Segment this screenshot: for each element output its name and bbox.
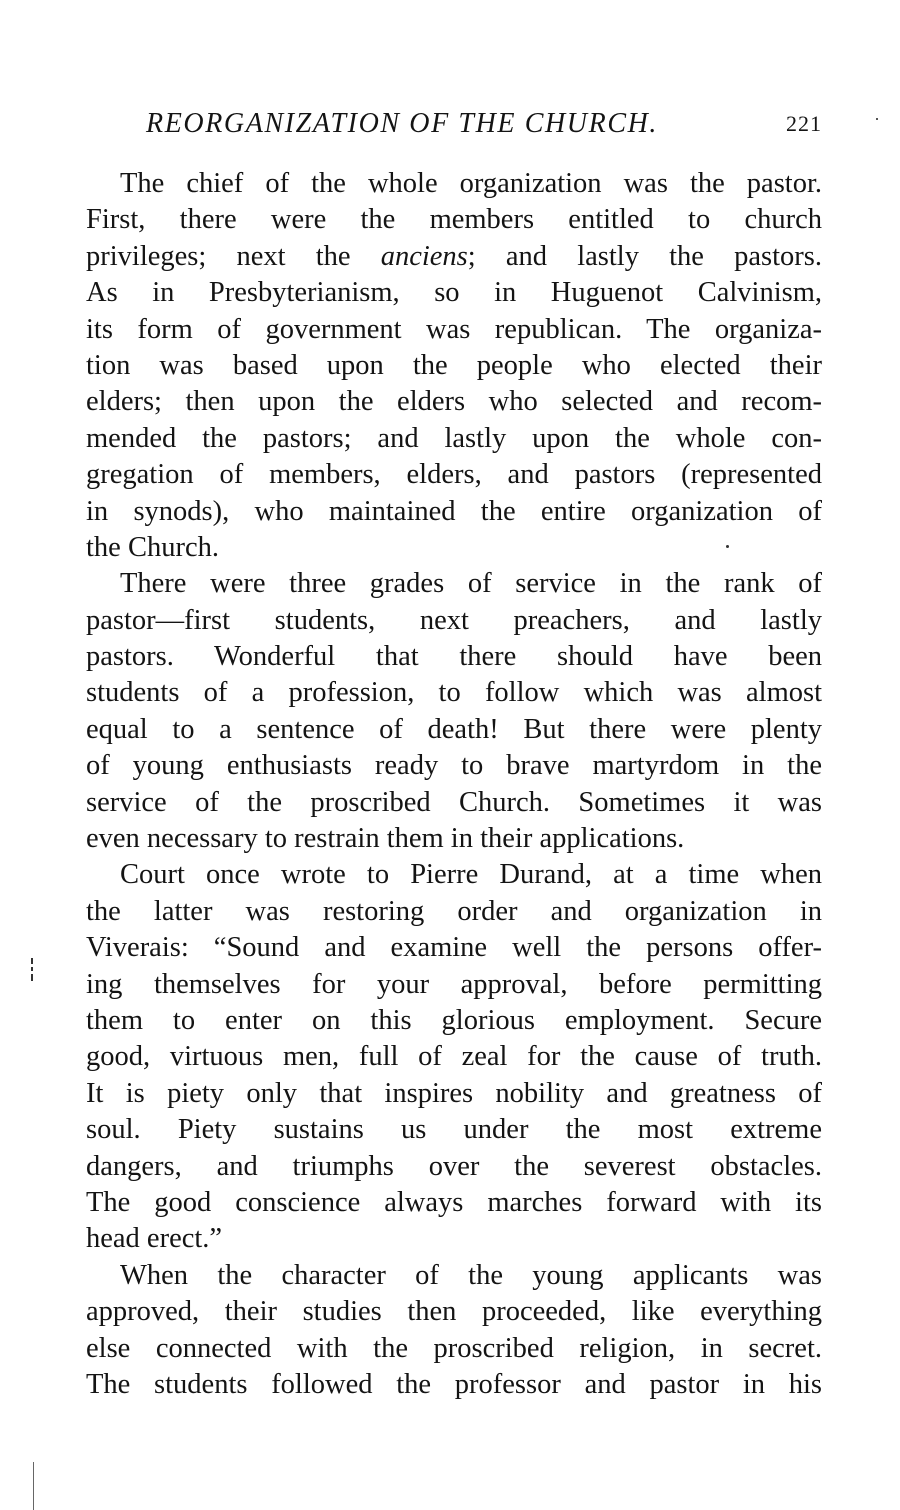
text-line: It is piety only that inspires nobility and greatness of bbox=[86, 1077, 822, 1109]
text-line: The good conscience always marches forward with its bbox=[86, 1186, 822, 1218]
text-line: soul. Piety sustains us under the most extreme bbox=[86, 1114, 822, 1146]
paragraph-2 bbox=[86, 566, 822, 857]
text-line: The chief of the whole organization was the pastor. bbox=[120, 168, 822, 199]
text-line: As in Presbyterianism, so in Huguenot Calvinism, bbox=[86, 277, 822, 309]
text-line: service of the proscribed Church. Sometimes it was bbox=[86, 786, 822, 818]
text-line: The students followed the professor and pastor in his bbox=[86, 1368, 822, 1400]
running-header bbox=[146, 104, 822, 144]
text-line: elders; then upon the elders who selected and recom- bbox=[86, 386, 822, 418]
text-segment: ; and lastly the pastors. bbox=[467, 240, 822, 272]
running-title: REORGANIZATION OF THE CHURCH. bbox=[146, 108, 659, 139]
text-line: gregation of members, elders, and pastors (represented bbox=[86, 459, 822, 491]
text-line: approved, their studies then proceeded, like everything bbox=[86, 1296, 822, 1328]
text-line: them to enter on this glorious employment. Secure bbox=[86, 1004, 822, 1036]
text-line: tion was based upon the people who elected their bbox=[86, 349, 822, 381]
text-line: When the character of the young applicants was bbox=[120, 1259, 822, 1291]
text-line: students of a profession, to follow which was almost bbox=[86, 677, 822, 709]
text-line: pastors. Wonderful that there should have been bbox=[86, 641, 822, 673]
text-line: equal to a sentence of death! But there were plenty bbox=[86, 713, 822, 745]
text-line: of young enthusiasts ready to brave martyrdom in the bbox=[86, 750, 822, 782]
page-edge-line bbox=[33, 1462, 34, 1510]
paragraph-4 bbox=[86, 1258, 822, 1404]
text-line bbox=[86, 239, 822, 275]
text-line: the latter was restoring order and organization in bbox=[86, 895, 822, 927]
text-line: else connected with the proscribed religion, in secret. bbox=[86, 1332, 822, 1364]
text-line: dangers, and triumphs over the severest obstacles. bbox=[86, 1150, 822, 1182]
text-line: its form of government was republican. The organiza- bbox=[86, 313, 822, 345]
text-line: ing themselves for your approval, before permitting bbox=[86, 968, 822, 1000]
text-line: There were three grades of service in the rank of bbox=[120, 568, 822, 600]
italic-term-anciens: anciens bbox=[380, 240, 468, 272]
body-text bbox=[86, 166, 822, 1403]
text-line: First, there were the members entitled to church bbox=[86, 204, 822, 236]
text-line: in synods), who maintained the entire organization of bbox=[86, 495, 822, 527]
page-number: 221 bbox=[786, 111, 822, 136]
text-line: Court once wrote to Pierre Durand, at a time when bbox=[120, 859, 822, 891]
text-line: head erect.” bbox=[86, 1223, 223, 1255]
text-line: the Church. bbox=[86, 531, 219, 563]
paragraph-3 bbox=[86, 857, 822, 1257]
edge-ink-mark bbox=[876, 118, 878, 120]
text-line: Viverais: “Sound and examine well the persons offer- bbox=[86, 932, 822, 964]
text-line: good, virtuous men, full of zeal for the cause of truth. bbox=[86, 1041, 822, 1073]
text-line: mended the pastors; and lastly upon the whole con- bbox=[86, 422, 822, 454]
margin-ink-marks bbox=[31, 958, 35, 982]
text-line: pastor—first students, next preachers, and lastly bbox=[86, 604, 822, 636]
stray-ink-dot bbox=[726, 545, 729, 548]
text-segment: privileges; next the bbox=[86, 240, 381, 272]
paragraph-1 bbox=[86, 166, 822, 566]
text-line: even necessary to restrain them in their applications. bbox=[86, 823, 685, 855]
